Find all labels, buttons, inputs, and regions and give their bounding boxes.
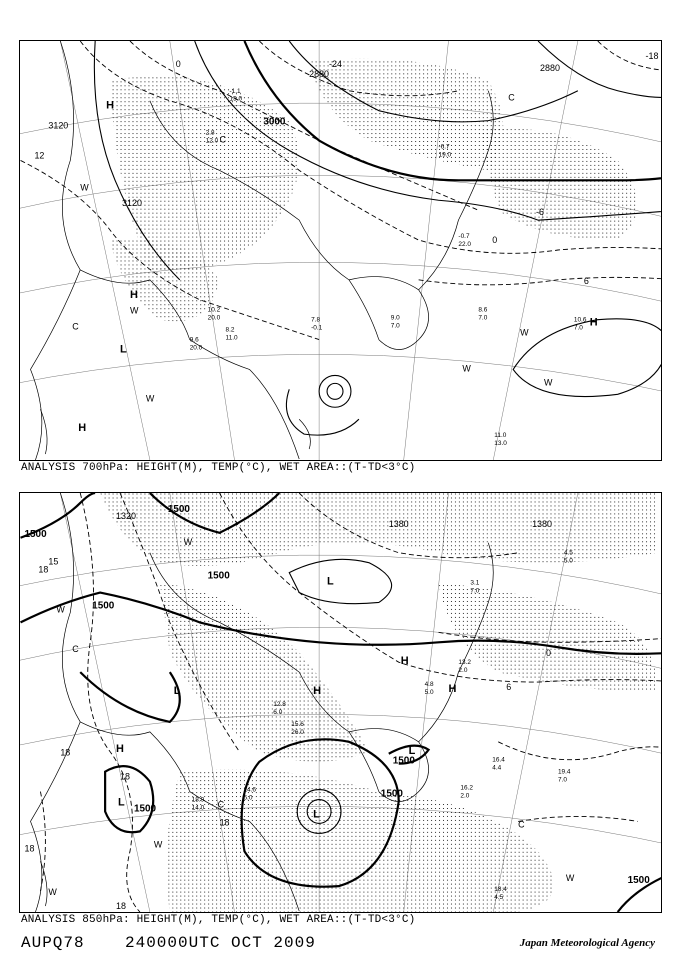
map-850hpa: [19, 492, 662, 913]
temp-label: 0: [546, 648, 552, 659]
system-marker: W: [130, 305, 139, 316]
temp-label: 6: [506, 682, 512, 693]
station-dewpoint-depression: 15.0: [229, 95, 243, 103]
station-dewpoint-depression: 7.0: [470, 587, 480, 595]
system-marker: H: [130, 288, 138, 301]
system-marker: W: [183, 536, 193, 547]
system-marker: L: [408, 744, 416, 757]
system-marker: W: [80, 182, 89, 193]
station-temp: 16.2: [460, 784, 473, 792]
station-temp: -1.1: [229, 87, 241, 95]
station-dewpoint-depression: 7.0: [557, 776, 567, 784]
map-700hpa-canvas: [20, 41, 661, 460]
system-marker: H: [116, 742, 124, 755]
system-marker: C: [518, 819, 525, 830]
system-marker: C: [219, 134, 227, 145]
height-label: 3120: [48, 120, 69, 131]
height-label: 3000: [263, 116, 286, 128]
system-marker: C: [72, 644, 79, 655]
system-marker: W: [520, 327, 529, 338]
station-temp: 14.6: [243, 786, 257, 794]
station-dewpoint-depression: 7.0: [573, 324, 583, 332]
station-dewpoint-depression: 20.0: [189, 344, 203, 352]
station-temp: 9.0: [390, 314, 400, 322]
height-label: 1500: [392, 755, 415, 767]
temp-label: 12: [34, 150, 45, 161]
temp-label: -18: [645, 50, 659, 61]
system-marker: H: [400, 655, 409, 668]
system-marker: H: [106, 99, 115, 112]
station-temp: 18.4: [494, 886, 507, 894]
station-dewpoint-depression: 11.0: [225, 334, 238, 342]
station-temp: 8.6: [478, 306, 488, 314]
station-dewpoint-depression: 2.0: [458, 667, 468, 675]
height-label: 1500: [380, 788, 403, 800]
station-temp: 9.6: [189, 336, 199, 344]
station-temp: 15.6: [291, 720, 304, 728]
station-dewpoint-depression: 14.0: [191, 804, 205, 812]
temp-label: 18: [120, 771, 131, 782]
temp-label: -6: [536, 207, 545, 218]
station-dewpoint-depression: -0.1: [311, 324, 323, 332]
height-label: 1380: [388, 518, 409, 529]
temp-label: 18: [38, 564, 49, 575]
system-marker: H: [448, 683, 457, 696]
station-temp: 10.6: [573, 316, 587, 324]
station-dewpoint-depression: 13.0: [494, 440, 507, 448]
station-dewpoint-depression: 4.4: [492, 764, 502, 772]
issued-time: 240000UTC OCT 2009: [125, 934, 316, 952]
system-marker: L: [120, 343, 127, 356]
system-marker: C: [72, 321, 79, 332]
station-dewpoint-depression: 6.0: [273, 708, 283, 716]
system-marker: H: [589, 316, 598, 329]
station-dewpoint-depression: 22.0: [458, 241, 471, 249]
height-label: 2880: [540, 62, 560, 73]
station-temp: 12.8: [273, 700, 286, 708]
chart-id: AUPQ78: [21, 934, 85, 952]
station-temp: 18.9: [191, 796, 205, 804]
height-label: 1500: [24, 528, 47, 540]
height-label: 2880: [309, 68, 330, 79]
station-temp: 7.8: [311, 316, 321, 324]
station-temp: 8.2: [225, 326, 235, 334]
temp-label: 18: [116, 901, 127, 912]
system-marker: H: [78, 422, 87, 435]
temp-label: 0: [492, 235, 498, 246]
system-marker: W: [153, 839, 163, 850]
station-dewpoint-depression: 2.0: [460, 792, 470, 800]
system-marker: W: [145, 393, 155, 404]
station-dewpoint-depression: 7.0: [390, 322, 400, 330]
height-label: 3120: [122, 198, 142, 209]
temp-label: 18: [219, 817, 230, 828]
wet-areas: [110, 58, 637, 321]
caption-850hpa: ANALYSIS 850hPa: HEIGHT(M), TEMP(°C), WET AREA::(T-TD<3°C): [21, 914, 416, 926]
system-marker: L: [173, 685, 181, 698]
station-temp: 16.4: [492, 756, 505, 764]
temp-label: 0: [175, 58, 181, 69]
station-temp: 2.8: [205, 129, 215, 137]
station-temp: 3.1: [470, 579, 480, 587]
height-label: 1500: [627, 875, 650, 887]
system-marker: W: [56, 604, 65, 615]
station-dewpoint-depression: 5.0: [563, 557, 573, 565]
system-marker: L: [327, 575, 334, 588]
agency-name: Japan Meteorological Agency: [519, 937, 655, 949]
temp-label: 6: [583, 275, 589, 286]
height-label: 1500: [207, 570, 230, 582]
system-marker: W: [544, 377, 553, 388]
temp-label: 15: [48, 556, 59, 567]
system-marker: W: [48, 887, 57, 898]
height-label: 1500: [167, 503, 190, 515]
temp-label: -24: [329, 58, 342, 69]
temp-label: 18: [24, 843, 35, 854]
system-marker: H: [313, 685, 322, 698]
height-label: 1500: [133, 803, 157, 815]
map-700hpa: [19, 40, 662, 461]
caption-700hpa: ANALYSIS 700hPa: HEIGHT(M), TEMP(°C), WET AREA::(T-TD<3°C): [21, 462, 416, 474]
station-temp: 13.2: [458, 659, 471, 667]
station-dewpoint-depression: 4.5: [494, 894, 504, 902]
system-marker: W: [462, 363, 471, 374]
station-temp: 4.8: [424, 681, 434, 689]
station-temp: 4.5: [563, 549, 573, 557]
temp-label: 18: [60, 747, 71, 758]
height-label: 1500: [92, 600, 115, 612]
system-marker: L: [313, 808, 320, 821]
chart-footer: [21, 934, 661, 954]
station-dewpoint-depression: 20.0: [207, 314, 221, 322]
station-temp: 11.0: [494, 432, 507, 440]
station-dewpoint-depression: 5.0: [424, 689, 434, 697]
height-label: 1380: [532, 518, 552, 529]
map-850hpa-canvas: [20, 493, 661, 912]
system-marker: C: [508, 92, 515, 103]
system-marker: L: [118, 796, 125, 809]
station-dewpoint-depression: 19.0: [438, 151, 452, 159]
wet-areas: [100, 493, 657, 912]
system-marker: C: [217, 799, 225, 810]
station-temp: 19.4: [557, 768, 571, 776]
station-dewpoint-depression: 7.0: [478, 314, 488, 322]
height-label: 1320: [116, 510, 136, 521]
station-dewpoint-depression: 12.0: [205, 137, 219, 145]
station-temp: -6.7: [438, 143, 450, 151]
system-marker: W: [565, 873, 575, 884]
station-dewpoint-depression: 6.0: [243, 794, 253, 802]
station-temp: -0.7: [458, 233, 470, 241]
station-temp: 10.2: [207, 306, 221, 314]
station-dewpoint-depression: 26.0: [291, 728, 304, 736]
